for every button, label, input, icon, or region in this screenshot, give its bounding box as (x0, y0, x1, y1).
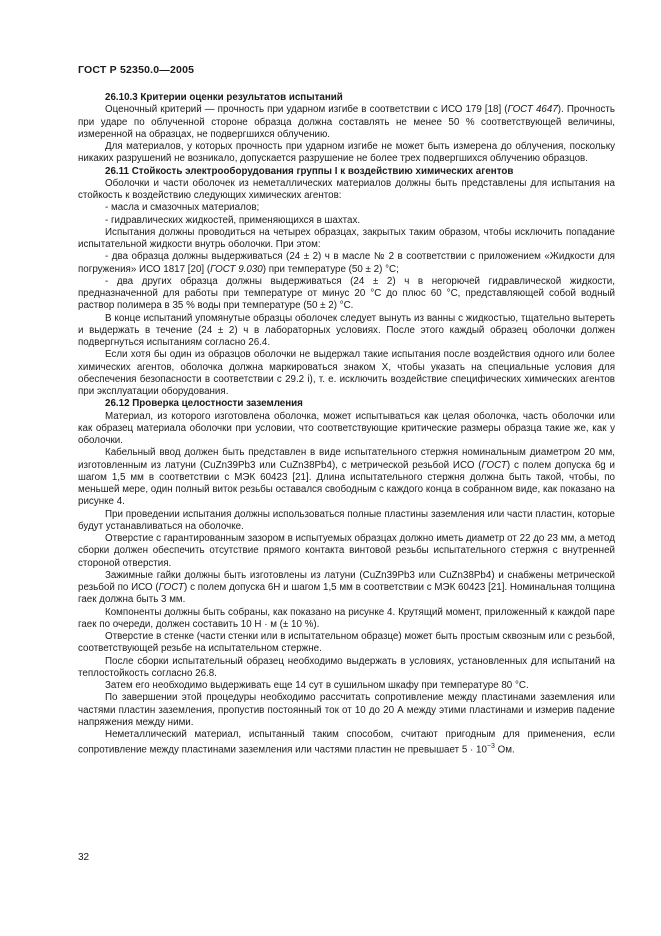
list-item: - масла и смазочных материалов; (105, 202, 260, 214)
paragraph: Отверстие в стенке (части стенки или в испытательном образце) может быть простым сквозным или с резьбой, соответствующей резьбе на испытательном стержне. (78, 631, 615, 655)
paragraph: Материал, из которого изготовлена оболочка, может испытываться как целая оболочка, часть оболочки или как образец материала оболочки при условии, что соответствующие критические размеры образца такие же, как у оболочки. (78, 410, 615, 446)
paragraph: Оболочки и части оболочек из неметаллических материалов должны быть представлены для испытания на стойкость к воздействию следующих химических агентов: (78, 177, 615, 201)
exponent: −3 (486, 743, 495, 751)
paragraph: Оценочный критерий — прочность при ударном изгибе в соответствии с ИСО 179 [18] (ГОСТ 4647). Прочность при ударе по облученной стороне образца должна составлять не менее 50 % соответствующей величины, измеренной на образцах, не подвергшихся облучению. (78, 104, 616, 140)
paragraph: По завершении этой процедуры необходимо рассчитать сопротивление между пластинами заземления или частями пластин заземления, пропустив постоянный ток от 10 до 20 А между этими пластинами и измерив падение напряжения между ними. (78, 692, 615, 728)
paragraph: Испытания должны проводиться на четырех образцах, закрытых таким образом, чтобы исключить попадание испытательной жидкости внутрь оболочки. При этом: (78, 226, 615, 250)
section-heading: 26.11 Стойкость электрооборудования группы I к воздействию химических агентов (105, 165, 514, 177)
list-item: - два других образца должны выдерживаться (24 ± 2) ч в негорючей гидравлической жидкости, предназначенной для работы при температуре от минус 20 °С до плюс 60 °С, представляющей собой водный раствор полимера в 35 % воды при температуре (50 ± 2) °С. (78, 275, 615, 312)
paragraph: Компоненты должны быть собраны, как показано на рисунке 4. Крутящий момент, приложенный к каждой паре гаек по очереди, должен составить 10 Н · м (± 10 %). (78, 606, 615, 630)
gost-reference: ГОСТ (481, 459, 507, 471)
list-item: - два образца должны выдерживаться (24 ± 2) ч в масле № 2 в соответствии с приложением «Жидкости для погружения» ИСО 1817 [20] (ГОСТ 9.030) при температуре (50 ± 2) °С; (78, 251, 615, 275)
paragraph: Зажимные гайки должны быть изготовлены из латуни (CuZn39Pb3 или CuZn38Pb4) и снабжены метрической резьбой по ИСО (ГОСТ) с полем допуска 6Н и шагом 1,5 мм в соответствии с МЭК 60423 [21]. Номинальная толщина гаек должна быть 3 мм. (78, 569, 615, 606)
section-heading: 26.10.3 Критерии оценки результатов испытаний (105, 92, 343, 103)
gost-reference: ГОСТ 4647 (507, 104, 558, 116)
document-body (78, 92, 615, 757)
gost-reference: ГОСТ (158, 582, 185, 593)
gost-reference: ГОСТ 9.030 (210, 263, 263, 275)
paragraph: После сборки испытательный образец необходимо выдержать в условиях, установленных для испытаний на теплостойкость согласно 26.8. (78, 655, 615, 679)
paragraph: В конце испытаний упомянутые образцы оболочек следует вынуть из ванны с жидкостью, тщательно вытереть и выдержать в течение (24 ± 2) ч в лабораторных условиях. После этого каждый образец оболочки должен подвергнуться испытаниям согласно 26.4. (78, 312, 615, 348)
list-item: - гидравлических жидкостей, применяющихся в шахтах. (105, 214, 361, 226)
running-header: ГОСТ Р 52350.0—2005 (78, 64, 195, 76)
section-heading: 26.12 Проверка целостности заземления (105, 398, 303, 410)
paragraph: При проведении испытания должны использоваться полные пластины заземления или части пластин, которые будут устанавливаться на оболочке. (78, 508, 615, 532)
page-number: 32 (78, 852, 90, 863)
paragraph: Если хотя бы один из образцов оболочки не выдержал такие испытания после воздействия одного или более химических агентов, оболочка должна маркироваться знаком Х, чтобы указать на специальные условия для обеспечения безопасности в соответствии с 29.2 i), т. е. исключить воздействие специфических химических агентов при эксплуатации оборудования. (78, 349, 615, 397)
paragraph: Затем его необходимо выдерживать еще 14 сут в сушильном шкафу при температуре 80 °С. (105, 680, 529, 691)
paragraph: Отверстие с гарантированным зазором в испытуемых образцах должно иметь диаметр от 22 до 23 мм, а метод сборки должен обеспечить отсутствие прямого контакта винтовой резьбы испытательного стержня с внутренней стороной отверстия. (78, 533, 615, 569)
paragraph: Кабельный ввод должен быть представлен в виде испытательного стержня номинальным диаметром 20 мм, изготовленным из латуни (CuZn39Pb3 или CuZn38Pb4), с метрической резьбой ИСО (ГОСТ) с полем допуска 6g и шагом 1,5 мм в соответствии с МЭК 60423 [21]. Длина испытательного стержня должна быть такой, чтобы, по меньшей мере, один полный виток резьбы оставался свободным с каждого конца в собранном виде, как показано на рисунке 4. (78, 447, 615, 508)
paragraph: Для материалов, у которых прочность при ударном изгибе не может быть измерена до облучения, поскольку никаких разрушений не возникало, допускается разрушение не более трех подвергшихся облучению образцов. (78, 141, 615, 165)
paragraph: Неметаллический материал, испытанный таким способом, считают пригодным для применения, если сопротивление между пластинами заземления или частями пластин не превышает $5 \cdot 10^{-3}$ Ом. (78, 729, 615, 756)
